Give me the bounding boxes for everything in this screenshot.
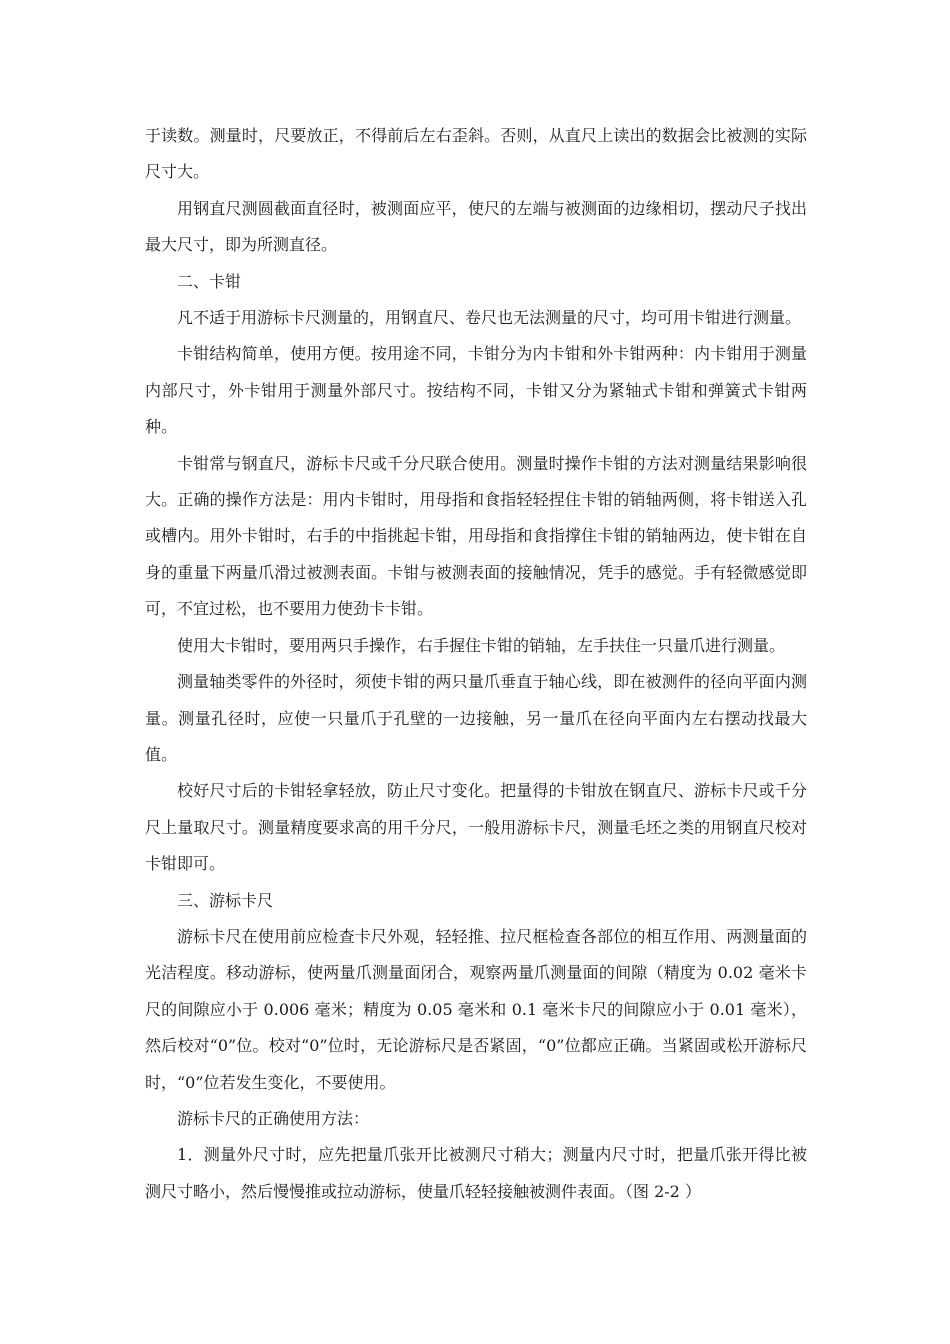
paragraph-calipers-operation: 卡钳常与钢直尺，游标卡尺或千分尺联合使用。测量时操作卡钳的方法对测量结果影响很大。正确的操作方法是：用内卡钳时，用母指和食指轻轻捏住卡钳的销轴两侧，将卡钳送入孔或槽内。用外卡钳时，右手的中指挑起卡钳，用母指和食指撑住卡钳的销轴两边，使卡钳在自身的重量下两量爪滑过被测表面。卡钳与被测表面的接触情况，凭手的感觉。手有轻微感觉即可，不宜过松，也不要用力使劲卡卡钳。 xyxy=(145,453,807,619)
paragraph-calipers-calibration: 校好尺寸后的卡钳轻拿轻放，防止尺寸变化。把量得的卡钳放在钢直尺、游标卡尺或千分尺上量取尺寸。测量精度要求高的用千分尺，一般用游标卡尺，测量毛坯之类的用钢直尺校对卡钳即可。 xyxy=(145,781,807,874)
document-body xyxy=(145,118,807,1210)
paragraph-steel-ruler-diameter: 用钢直尺测圆截面直径时，被测面应平，使尺的左端与被测面的边缘相切，摆动尺子找出最大尺寸，即为所测直径。 xyxy=(145,198,807,255)
paragraph-calipers-usage: 凡不适于用游标卡尺测量的，用钢直尺、卷尺也无法测量的尺寸，均可用卡钳进行测量。 xyxy=(177,308,802,328)
paragraph-vernier-inspection: 游标卡尺在使用前应检查卡尺外观，轻轻推、拉尺框检查各部位的相互作用、两测量面的光洁程度。移动游标，使两量爪测量面闭合，观察两量爪测量面的间隙（精度为 0.02 毫米卡尺的间隙应小于 0.006 毫米；精度为 0.05 毫米和 0.1 毫米卡尺的间隙应小于 0.01 毫米），然后校对“0”位。校对“0”位时，无论游标尺是否紧固，“0”位都应正确。当紧固或松开游标尺时，“0”位若发生变化，不要使用。 xyxy=(145,926,807,1092)
paragraph-shaft-measurement: 测量轴类零件的外径时，须使卡钳的两只量爪垂直于轴心线，即在被测件的径向平面内测量。测量孔径时，应使一只量爪于孔壁的一边接触，另一量爪在径向平面内左右摆动找最大值。 xyxy=(145,672,807,764)
section-heading-calipers: 二、卡钳 xyxy=(177,271,242,291)
paragraph-large-calipers: 使用大卡钳时，要用两只手操作，右手握住卡钳的销轴，左手扶住一只量爪进行测量。 xyxy=(177,635,786,655)
paragraph-reading-continuation: 于读数。测量时，尺要放正，不得前后左右歪斜。否则，从直尺上读出的数据会比被测的实际尺寸大。 xyxy=(145,126,807,182)
paragraph-vernier-usage-intro: 游标卡尺的正确使用方法： xyxy=(177,1108,370,1128)
section-heading-vernier-caliper: 三、游标卡尺 xyxy=(177,890,274,910)
paragraph-vernier-step-1: 1．测量外尺寸时，应先把量爪张开比被测尺寸稍大；测量内尺寸时，把量爪张开得比被测尺寸略小，然后慢慢推或拉动游标，使量爪轻轻接触被测件表面。（图 2-2 ） xyxy=(145,1145,807,1201)
paragraph-calipers-structure: 卡钳结构简单，使用方便。按用途不同，卡钳分为内卡钳和外卡钳两种：内卡钳用于测量内部尺寸，外卡钳用于测量外部尺寸。按结构不同，卡钳又分为紧轴式卡钳和弹簧式卡钳两种。 xyxy=(145,344,807,437)
